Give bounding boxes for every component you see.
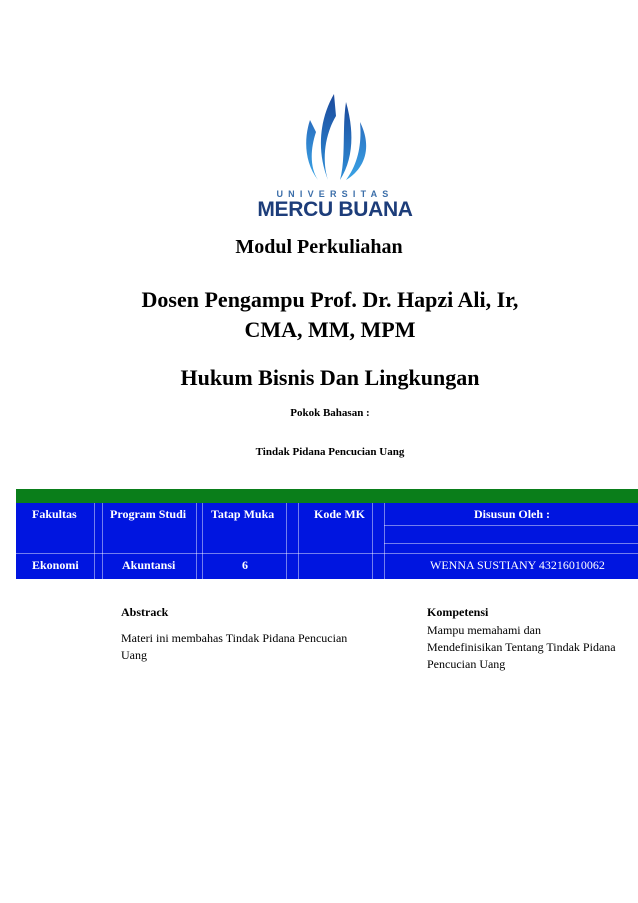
table-header-bar [16, 489, 638, 503]
lecturer-line-1: Dosen Pengampu Prof. Dr. Hapzi Ali, Ir, [141, 287, 519, 312]
lecturer-line-2: CMA, MM, MPM [244, 317, 416, 342]
table-divider [196, 503, 197, 579]
value-program-studi: Akuntansi [122, 558, 176, 572]
table-divider [298, 503, 299, 579]
abstract-heading: Abstrack [121, 605, 169, 619]
info-table [16, 503, 638, 579]
table-divider [372, 503, 373, 579]
module-title: Modul Perkuliahan [235, 236, 403, 258]
lecturer-info [110, 285, 550, 345]
logo-universitas-text: UNIVERSITAS [276, 189, 394, 199]
abstract-text: Materi ini membahas Tindak Pidana Pencucian Uang [121, 631, 348, 662]
table-divider [102, 503, 103, 579]
header-program-studi: Program Studi [110, 507, 187, 521]
value-tatap-muka: 6 [242, 558, 248, 572]
table-divider [16, 553, 638, 554]
logo-university-name: MERCU BUANA [257, 198, 413, 221]
table-divider [384, 525, 638, 526]
value-disusun-oleh: WENNA SUSTIANY 43216010062 [430, 558, 605, 572]
header-kode-mk: Kode MK [314, 507, 365, 521]
header-tatap-muka: Tatap Muka [211, 507, 275, 521]
header-fakultas: Fakultas [32, 507, 77, 521]
table-divider [384, 503, 385, 579]
table-divider [202, 503, 203, 579]
topic-value: Tindak Pidana Pencucian Uang [255, 446, 405, 458]
competency-heading: Kompetensi [427, 605, 489, 619]
table-divider [286, 503, 287, 579]
course-name: Hukum Bisnis Dan Lingkungan [180, 365, 480, 390]
header-disusun-oleh: Disusun Oleh : [474, 507, 551, 521]
topic-label: Pokok Bahasan : [290, 407, 370, 419]
competency-text: Mampu memahami dan Mendefinisikan Tentang Tindak Pidana Pencucian Uang [427, 623, 616, 671]
mercu-buana-flame-icon [250, 88, 420, 188]
university-logo [250, 88, 420, 223]
table-divider [94, 503, 95, 579]
value-fakultas: Ekonomi [32, 558, 79, 572]
table-divider [384, 543, 638, 544]
